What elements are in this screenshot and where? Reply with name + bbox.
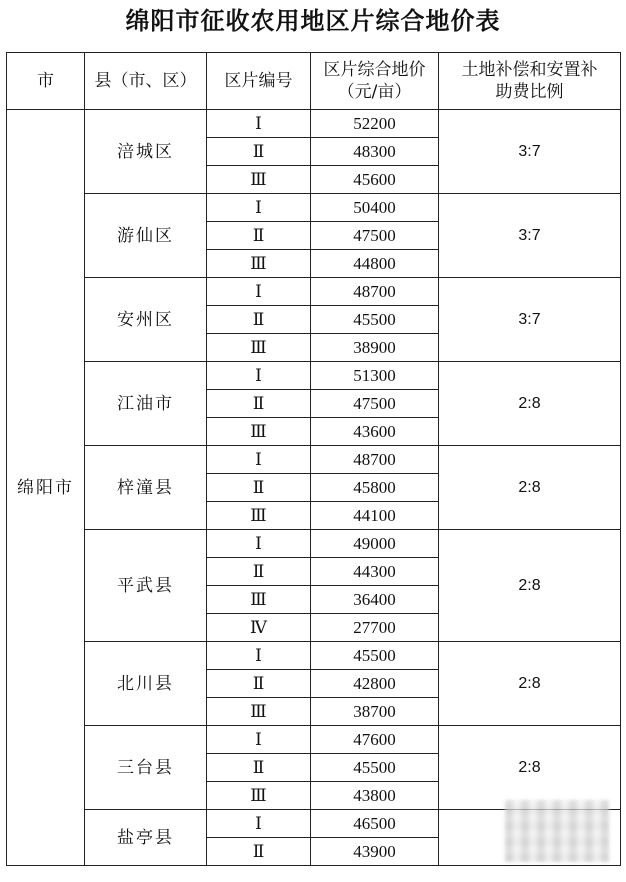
header-price-line1: 区片综合地价 — [323, 60, 426, 80]
price-cell: 45800 — [311, 474, 439, 502]
price-cell: 46500 — [311, 810, 439, 838]
table-row — [7, 194, 621, 222]
table-header — [7, 53, 621, 110]
county-cell: 安州区 — [85, 278, 207, 362]
zone-cell: Ⅱ — [207, 754, 311, 782]
price-cell: 47500 — [311, 390, 439, 418]
zone-cell: Ⅳ — [207, 614, 311, 642]
zone-cell: Ⅲ — [207, 586, 311, 614]
price-cell: 47600 — [311, 726, 439, 754]
county-cell: 涪城区 — [85, 110, 207, 194]
zone-cell: Ⅱ — [207, 474, 311, 502]
table-body — [7, 110, 621, 866]
price-cell: 43900 — [311, 838, 439, 866]
watermark-blur — [505, 800, 609, 862]
zone-cell: Ⅰ — [207, 278, 311, 306]
county-cell: 北川县 — [85, 642, 207, 726]
header-ratio-line1: 土地补偿和安置补 — [461, 60, 598, 80]
price-cell: 52200 — [311, 110, 439, 138]
price-cell: 42800 — [311, 670, 439, 698]
price-cell: 44300 — [311, 558, 439, 586]
zone-cell: Ⅰ — [207, 194, 311, 222]
table-row — [7, 446, 621, 474]
zone-cell: Ⅱ — [207, 558, 311, 586]
ratio-cell: 2:8 — [439, 446, 621, 530]
zone-cell: Ⅰ — [207, 530, 311, 558]
city-cell: 绵阳市 — [7, 110, 85, 866]
county-cell: 盐亭县 — [85, 810, 207, 866]
zone-cell: Ⅲ — [207, 334, 311, 362]
price-cell: 45500 — [311, 642, 439, 670]
zone-cell: Ⅱ — [207, 390, 311, 418]
zone-cell: Ⅲ — [207, 782, 311, 810]
header-zone: 区片编号 — [207, 53, 311, 110]
price-cell: 45500 — [311, 306, 439, 334]
county-cell: 平武县 — [85, 530, 207, 642]
price-cell: 43800 — [311, 782, 439, 810]
zone-cell: Ⅰ — [207, 810, 311, 838]
price-cell: 48300 — [311, 138, 439, 166]
zone-cell: Ⅱ — [207, 306, 311, 334]
zone-cell: Ⅰ — [207, 642, 311, 670]
header-ratio-line2: 助费比例 — [495, 82, 564, 102]
header-ratio — [439, 53, 621, 110]
table-row — [7, 642, 621, 670]
zone-cell: Ⅰ — [207, 446, 311, 474]
county-cell: 江油市 — [85, 362, 207, 446]
zone-cell: Ⅲ — [207, 166, 311, 194]
zone-cell: Ⅰ — [207, 362, 311, 390]
zone-cell: Ⅲ — [207, 250, 311, 278]
ratio-cell: 2:8 — [439, 726, 621, 810]
price-cell: 43600 — [311, 418, 439, 446]
zone-cell: Ⅱ — [207, 138, 311, 166]
price-cell: 44800 — [311, 250, 439, 278]
price-cell: 47500 — [311, 222, 439, 250]
header-county: 县（市、区） — [85, 53, 207, 110]
ratio-cell: 2:8 — [439, 530, 621, 642]
land-price-table — [6, 52, 621, 866]
price-cell: 51300 — [311, 362, 439, 390]
price-cell: 50400 — [311, 194, 439, 222]
price-cell: 36400 — [311, 586, 439, 614]
zone-cell: Ⅱ — [207, 838, 311, 866]
price-cell: 49000 — [311, 530, 439, 558]
zone-cell: Ⅲ — [207, 418, 311, 446]
zone-cell: Ⅰ — [207, 726, 311, 754]
price-cell: 27700 — [311, 614, 439, 642]
table-row — [7, 362, 621, 390]
price-cell: 44100 — [311, 502, 439, 530]
price-cell: 48700 — [311, 278, 439, 306]
zone-cell: Ⅲ — [207, 502, 311, 530]
page-title: 绵阳市征收农用地区片综合地价表 — [125, 6, 501, 35]
price-cell: 45600 — [311, 166, 439, 194]
table-row — [7, 278, 621, 306]
table-row — [7, 726, 621, 754]
zone-cell: Ⅰ — [207, 110, 311, 138]
table-row — [7, 110, 621, 138]
ratio-cell: 3:7 — [439, 194, 621, 278]
header-price-line2: （元/亩） — [337, 82, 412, 102]
county-cell: 游仙区 — [85, 194, 207, 278]
zone-cell: Ⅱ — [207, 670, 311, 698]
ratio-cell: 2:8 — [439, 642, 621, 726]
county-cell: 三台县 — [85, 726, 207, 810]
zone-cell: Ⅲ — [207, 698, 311, 726]
header-price — [311, 53, 439, 110]
ratio-cell: 2:8 — [439, 362, 621, 446]
ratio-cell: 3:7 — [439, 278, 621, 362]
table-row — [7, 530, 621, 558]
header-city: 市 — [7, 53, 85, 110]
price-cell: 38700 — [311, 698, 439, 726]
zone-cell: Ⅱ — [207, 222, 311, 250]
price-cell: 38900 — [311, 334, 439, 362]
ratio-cell: 3:7 — [439, 110, 621, 194]
land-price-table-container — [6, 52, 620, 866]
header-row — [7, 53, 621, 110]
price-cell: 45500 — [311, 754, 439, 782]
price-cell: 48700 — [311, 446, 439, 474]
county-cell: 梓潼县 — [85, 446, 207, 530]
